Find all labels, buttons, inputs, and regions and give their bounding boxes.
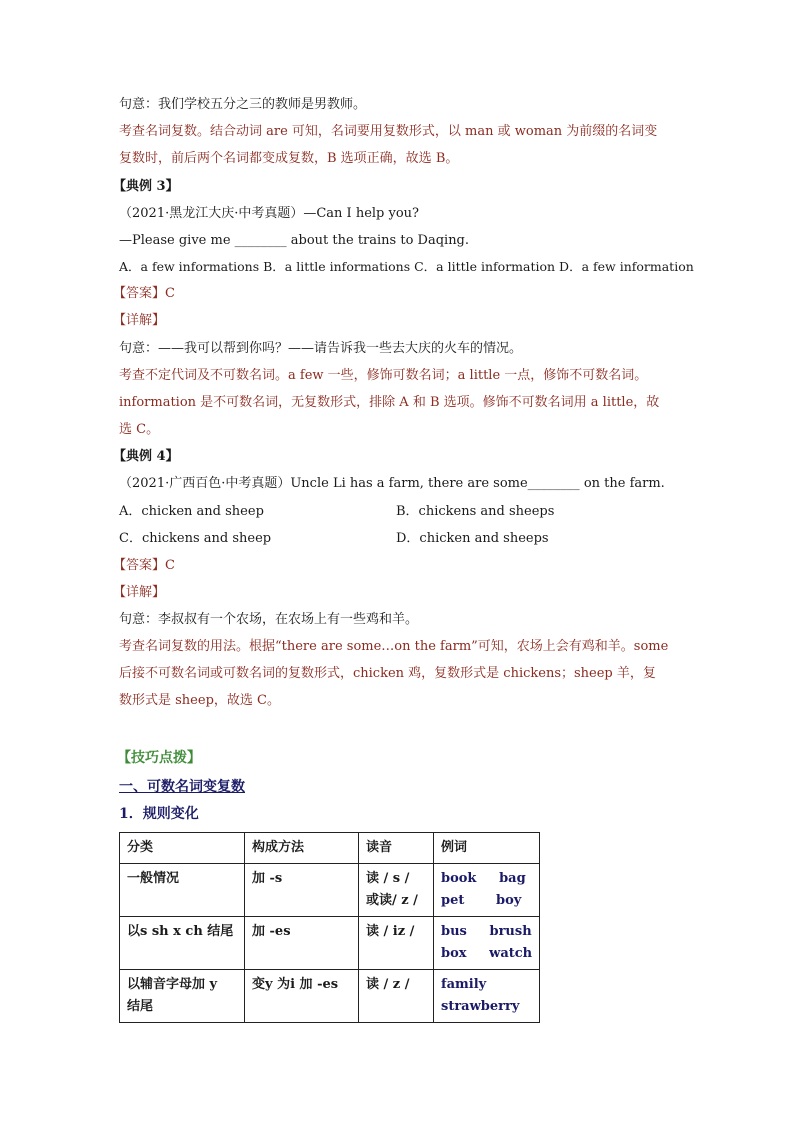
ex4-option-d: D．chicken and sheeps xyxy=(396,531,549,546)
table-header-cell: 分类 xyxy=(120,833,245,864)
ex4-option-a: A．chicken and sheep xyxy=(119,504,264,519)
table-row xyxy=(120,864,540,917)
table-cell-sound: 读 / z / xyxy=(359,970,434,1023)
ex3-question: —Please give me ________ about the trains to Daqing. xyxy=(119,233,470,248)
ex3-options: A．a few informations B．a little informations C．a little information D．a few information xyxy=(119,259,694,274)
table-cell-method: 加 -s xyxy=(245,864,359,917)
table-cell-method: 加 -es xyxy=(245,917,359,970)
ex4-answer: 【答案】C xyxy=(113,558,175,573)
ex3-detail-heading: 【详解】 xyxy=(113,313,166,328)
ex4-explain-line1: 考查名词复数的用法。根据“there are some…on the farm”可知，农场上会有鸡和羊。some xyxy=(119,639,669,654)
ex3-answer: 【答案】C xyxy=(113,286,175,301)
ex4-explain-line2: 后接不可数名词或可数名词的复数形式，chicken 鸡，复数形式是 chickens；sheep 羊，复 xyxy=(119,666,656,681)
table-cell-example-line: family xyxy=(441,977,487,992)
ex3-meaning: 句意：——我可以帮到你吗？——请告诉我一些去大庆的火车的情况。 xyxy=(119,341,523,356)
table-header-row xyxy=(120,833,540,864)
ex2-explain-line2: 复数时，前后两个名词都变成复数，B 选项正确，故选 B。 xyxy=(119,151,459,166)
table-cell-category: 以s sh x ch 结尾 xyxy=(120,917,245,970)
ex3-explain-line3: 选 C。 xyxy=(119,422,160,437)
ex2-explain-line1: 考查名词复数。结合动词 are 可知，名词要用复数形式，以 man 或 woman 为前缀的名词变 xyxy=(119,124,658,139)
table-cell-example-line: box watch xyxy=(441,946,533,961)
ex3-source: （2021·黑龙江大庆·中考真题）—Can I help you? xyxy=(119,206,420,221)
ex2-meaning: 句意：我们学校五分之三的教师是男教师。 xyxy=(119,97,367,112)
table-header-cell: 读音 xyxy=(359,833,434,864)
table-cell-examples xyxy=(434,864,540,917)
ex4-option-c: C．chickens and sheep xyxy=(119,531,272,546)
ex3-explain-line1: 考查不定代词及不可数名词。a few 一些，修饰可数名词；a little 一点，修饰不可数名词。 xyxy=(119,368,648,383)
table-row xyxy=(120,970,540,1023)
table-cell-example-line: strawberry xyxy=(441,999,520,1014)
tips-heading: 【技巧点拨】 xyxy=(117,750,201,766)
table-cell-sound: 读 / iz / xyxy=(359,917,434,970)
table-header-cell: 例词 xyxy=(434,833,540,864)
table-cell-category-line: 结尾 xyxy=(127,999,154,1014)
table-cell-sound-line: 或读/ z / xyxy=(366,893,418,908)
ex4-option-b: B．chickens and sheeps xyxy=(396,504,555,519)
table-cell-category: 一般情况 xyxy=(120,864,245,917)
ex4-meaning: 句意：李叔叔有一个农场，在农场上有一些鸡和羊。 xyxy=(119,612,419,627)
plural-rules-table xyxy=(119,832,540,1023)
tips-section-title: 一、可数名词变复数 xyxy=(119,779,245,795)
ex4-heading: 【典例 4】 xyxy=(113,449,179,464)
ex4-source: （2021·广西百色·中考真题）Uncle Li has a farm, there are some________ on the farm. xyxy=(119,476,665,491)
table-cell-sound-line: 读 / s / xyxy=(366,871,410,886)
table-cell-example-line: bus brush xyxy=(441,924,532,939)
table-cell-category-line: 以辅音字母加 y xyxy=(127,977,218,992)
table-cell-sound xyxy=(359,864,434,917)
table-header-cell: 构成方法 xyxy=(245,833,359,864)
ex4-explain-line3: 数形式是 sheep，故选 C。 xyxy=(119,693,280,708)
table-cell-method: 变y 为i 加 -es xyxy=(245,970,359,1023)
ex4-detail-heading: 【详解】 xyxy=(113,585,166,600)
tips-subsection-title: 1．规则变化 xyxy=(119,806,199,822)
table-cell-example-line: book bag xyxy=(441,871,526,886)
table-cell-category xyxy=(120,970,245,1023)
table-row xyxy=(120,917,540,970)
table-cell-example-line: pet boy xyxy=(441,893,522,908)
ex3-explain-line2: information 是不可数名词，无复数形式，排除 A 和 B 选项。修饰不可数名词用 a little，故 xyxy=(119,395,660,410)
ex3-heading: 【典例 3】 xyxy=(113,179,179,194)
table-cell-examples xyxy=(434,917,540,970)
table-cell-examples xyxy=(434,970,540,1023)
